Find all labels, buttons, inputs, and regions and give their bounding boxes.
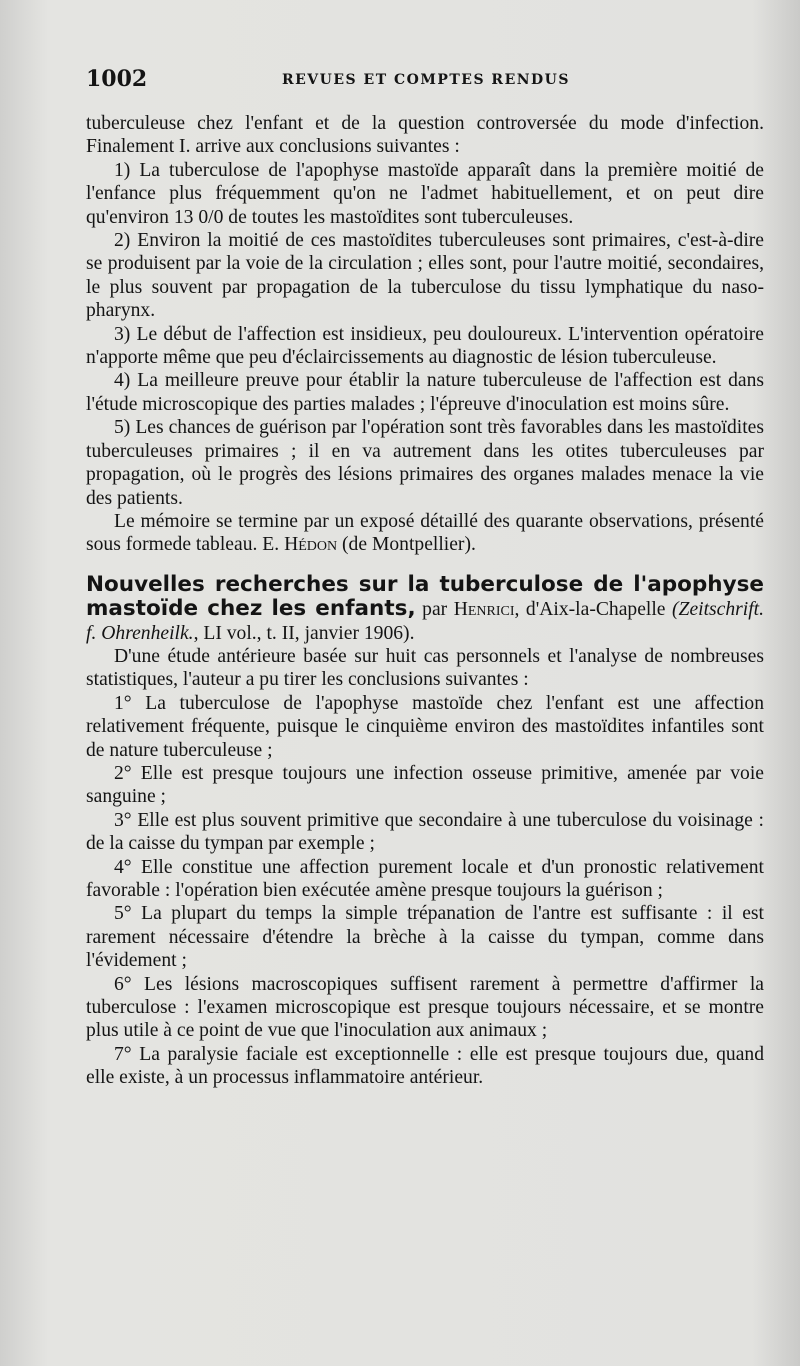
section2-item-1: 1° La tuberculose de l'apophyse mastoïde chez l'enfant est une affection relativement fréquente, puisque le cinquième environ des mastoïdites infantiles sont de nature tuberculeuse ; bbox=[86, 692, 764, 761]
section1-item-1: 1) La tuberculose de l'apophyse mastoïde apparaît dans la première moitié de l'enfance plus fréquemment qu'on ne l'admet habituellement, et on peut dire qu'environ 13 0/0 de toutes les mastoïdites sont tuberculeuses. bbox=[86, 159, 764, 228]
section2-body bbox=[86, 645, 764, 1090]
section2-item-6: 6° Les lésions macroscopiques suffisent rarement à permettre d'affirmer la tuberculose : l'examen microscopique est presque toujours nécessaire, et se montre plus utile à ce point de vue que l'inoculation aux animaux ; bbox=[86, 973, 764, 1042]
signature-place: (de Montpellier). bbox=[342, 534, 476, 556]
section2-item-2: 2° Elle est presque toujours une infection osseuse primitive, amenée par voie sanguine ; bbox=[86, 762, 764, 808]
section1-item-2: 2) Environ la moitié de ces mastoïdites tuberculeuses sont primaires, c'est-à-dire se produisent par la voie de la circulation ; elles sont, pour l'autre moitié, secondaires, le plus souvent par propagation de la tuberculose du tissu lymphatique du naso-pharynx. bbox=[86, 230, 764, 322]
article-title bbox=[86, 573, 764, 645]
section1-closing bbox=[86, 510, 764, 557]
section2-item-7: 7° La paralysie faciale est exceptionnelle : elle est presque toujours due, quand elle existe, à un processus inflammatoire antérieur. bbox=[86, 1043, 764, 1089]
section1-intro: tuberculeuse chez l'enfant et de la question controversée du mode d'infection. Finalement I. arrive aux conclusions suivantes : bbox=[86, 113, 764, 158]
section1-item-4: 4) La meilleure preuve pour établir la nature tuberculeuse de l'affection est dans l'étude microscopique des parties malades ; l'épreuve d'inoculation est moins sûre. bbox=[86, 370, 764, 415]
section2-intro: D'une étude antérieure basée sur huit cas personnels et l'analyse de nombreuses statistiques, l'auteur a pu tirer les conclusions suivantes : bbox=[86, 645, 764, 691]
by-word: par bbox=[422, 599, 448, 621]
signature-name: Hédon bbox=[284, 534, 338, 556]
section2-item-3: 3° Elle est plus souvent primitive que secondaire à une tuberculose du voisinage : de la caisse du tympan par exemple ; bbox=[86, 809, 764, 855]
page-number: 1002 bbox=[86, 66, 148, 92]
section1-item-5: 5) Les chances de guérison par l'opération sont très favorables dans les mastoïdites tuberculeuses primaires ; il en va autrement dans les otites tuberculeuses par propagation, où le progrès des lésions primaires des organes malades menace la vie des patients. bbox=[86, 417, 764, 509]
signature-initial: E. bbox=[262, 534, 280, 556]
body-text bbox=[86, 112, 764, 1090]
closing-text: Le mémoire se termine par un exposé détaillé des quarante observations, présenté sous formede tableau. bbox=[86, 510, 764, 556]
page-header bbox=[86, 66, 766, 98]
journal-details: , LI vol., t. II, janvier 1906). bbox=[193, 622, 415, 644]
article-author: Henrici bbox=[453, 599, 515, 621]
section2-item-5: 5° La plupart du temps la simple trépanation de l'antre est suffisante : il est rarement nécessaire d'étendre la brèche à la caisse du tympan, comme dans l'évidement ; bbox=[86, 903, 764, 972]
running-title: REVUES ET COMPTES RENDUS bbox=[282, 72, 570, 88]
article-title-text: Nouvelles recherches sur la tuberculose de l'apophyse mastoïde chez les enfants, bbox=[86, 571, 764, 622]
author-place: , d'Aix-la-Chapelle bbox=[514, 599, 666, 621]
section2-item-4: 4° Elle constitue une affection purement locale et d'un pronostic relativement favorable : l'opération bien exécutée amène presque toujours la guérison ; bbox=[86, 856, 764, 901]
section1-item-3: 3) Le début de l'affection est insidieux, peu douloureux. L'intervention opératoire n'apporte même que peu d'éclaircissements au diagnostic de lésion tuberculeuse. bbox=[86, 323, 764, 369]
journal-name: (Zeitschrift. f. Ohrenheilk. bbox=[86, 599, 764, 644]
